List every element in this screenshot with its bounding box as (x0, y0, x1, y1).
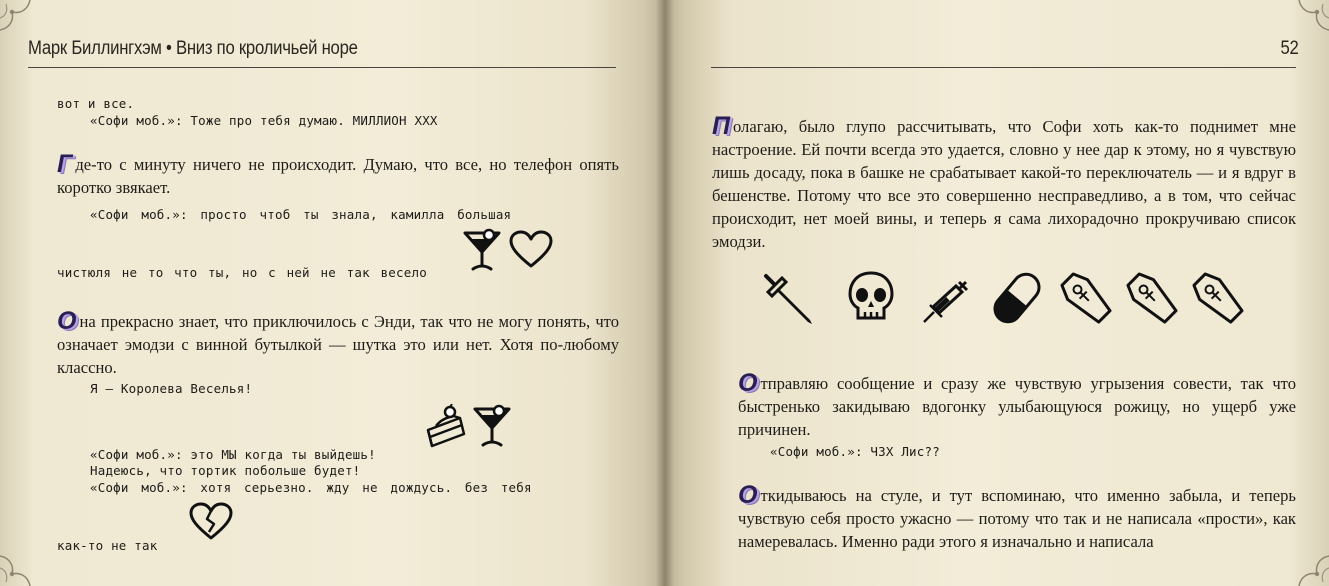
text-message: «Софи моб.»: хотя серьезно. жду не дождусь. без тебя (90, 480, 532, 495)
text-message: Я — Королева Веселья! (90, 381, 253, 396)
paragraph-text: олагаю, было глупо рассчитывать, что Софи хоть как-то поднимет мне настроение. Ей почти всегда это удается, словно у нее дар к этому, но я чувствую лишь досаду, пока в башке не срабатывает какой-то переключатель — и я вдруг в бешенстве. Потому что все это совершенно несправедливо, а в том, что сейчас происходит, нет моей вины, и теперь я сама лихорадочно прокручиваю список эмодзи. (712, 117, 1296, 251)
paragraph (738, 369, 1296, 441)
paragraph (738, 481, 1296, 553)
running-header: Марк Биллингхэм • Вниз по кроличьей норе (28, 38, 358, 59)
drop-cap: П (712, 112, 730, 140)
broken-heart-icon (188, 502, 234, 542)
text-message: «Софи моб.»: это МЫ когда ты выйдешь! (90, 447, 376, 462)
dagger-icon (760, 270, 818, 328)
drop-cap: О (738, 369, 758, 397)
text-message: как-то не так (57, 538, 158, 553)
paragraph (712, 112, 1296, 253)
right-page (664, 0, 1329, 586)
header-rule (28, 67, 616, 68)
drop-cap: О (57, 307, 77, 335)
cake-icon (424, 404, 468, 450)
text-line: вот и все. (57, 96, 135, 111)
paragraph-text: тправляю сообщение и сразу же чувствую угрызения совести, так что быстренько закидываю вдогонку улыбающуюся рожицу, но ущерб уже причинен. (738, 374, 1296, 439)
paragraph-text: де-то с минуту ничего не происходит. Думаю, что все, но телефон опять коротко звякает. (57, 155, 619, 197)
paragraph-text: ткидываюсь на стуле, и тут вспоминаю, что именно забыла, и теперь чувствую себя просто ужасно — потому что так и не написала «прости», как намеревалась. Именно ради этого я изначально и написала (738, 486, 1296, 551)
coffin-icon (1188, 268, 1248, 328)
paragraph (57, 307, 619, 379)
text-message: «Софи моб.»: ЧЗХ Лис?? (770, 444, 940, 459)
coffin-icon (1056, 268, 1116, 328)
heart-icon (508, 230, 554, 270)
drop-cap: О (738, 481, 758, 509)
drop-cap: Г (57, 150, 73, 178)
skull-icon (846, 270, 896, 326)
book-spine (656, 0, 674, 586)
left-page (0, 0, 664, 586)
paragraph-text: на прекрасно знает, что приключилось с Энди, так что не могу понять, что означает эмодзи с винной бутылкой — шутка это или нет. Хотя по-любому классно. (57, 312, 619, 377)
ornament-corner-icon (1295, 552, 1329, 586)
text-message: «Софи моб.»: просто чтоб ты знала, камилла большая (90, 207, 512, 222)
cocktail-icon (462, 228, 502, 272)
text-message: «Софи моб.»: Тоже про тебя думаю. МИЛЛИОН ХХХ (90, 113, 438, 128)
text-message: Надеюсь, что тортик побольше будет! (90, 463, 361, 478)
pill-icon (988, 268, 1046, 328)
page-number: 52 (1280, 38, 1299, 59)
ornament-corner-icon (0, 0, 34, 34)
ornament-corner-icon (0, 552, 34, 586)
cocktail-icon (472, 404, 512, 448)
paragraph (57, 150, 619, 199)
coffin-icon (1122, 268, 1182, 328)
text-message: чистюля не то что ты, но с ней не так весело (57, 265, 427, 280)
ornament-corner-icon (1295, 0, 1329, 34)
syringe-icon (920, 278, 970, 324)
header-rule (711, 67, 1296, 68)
